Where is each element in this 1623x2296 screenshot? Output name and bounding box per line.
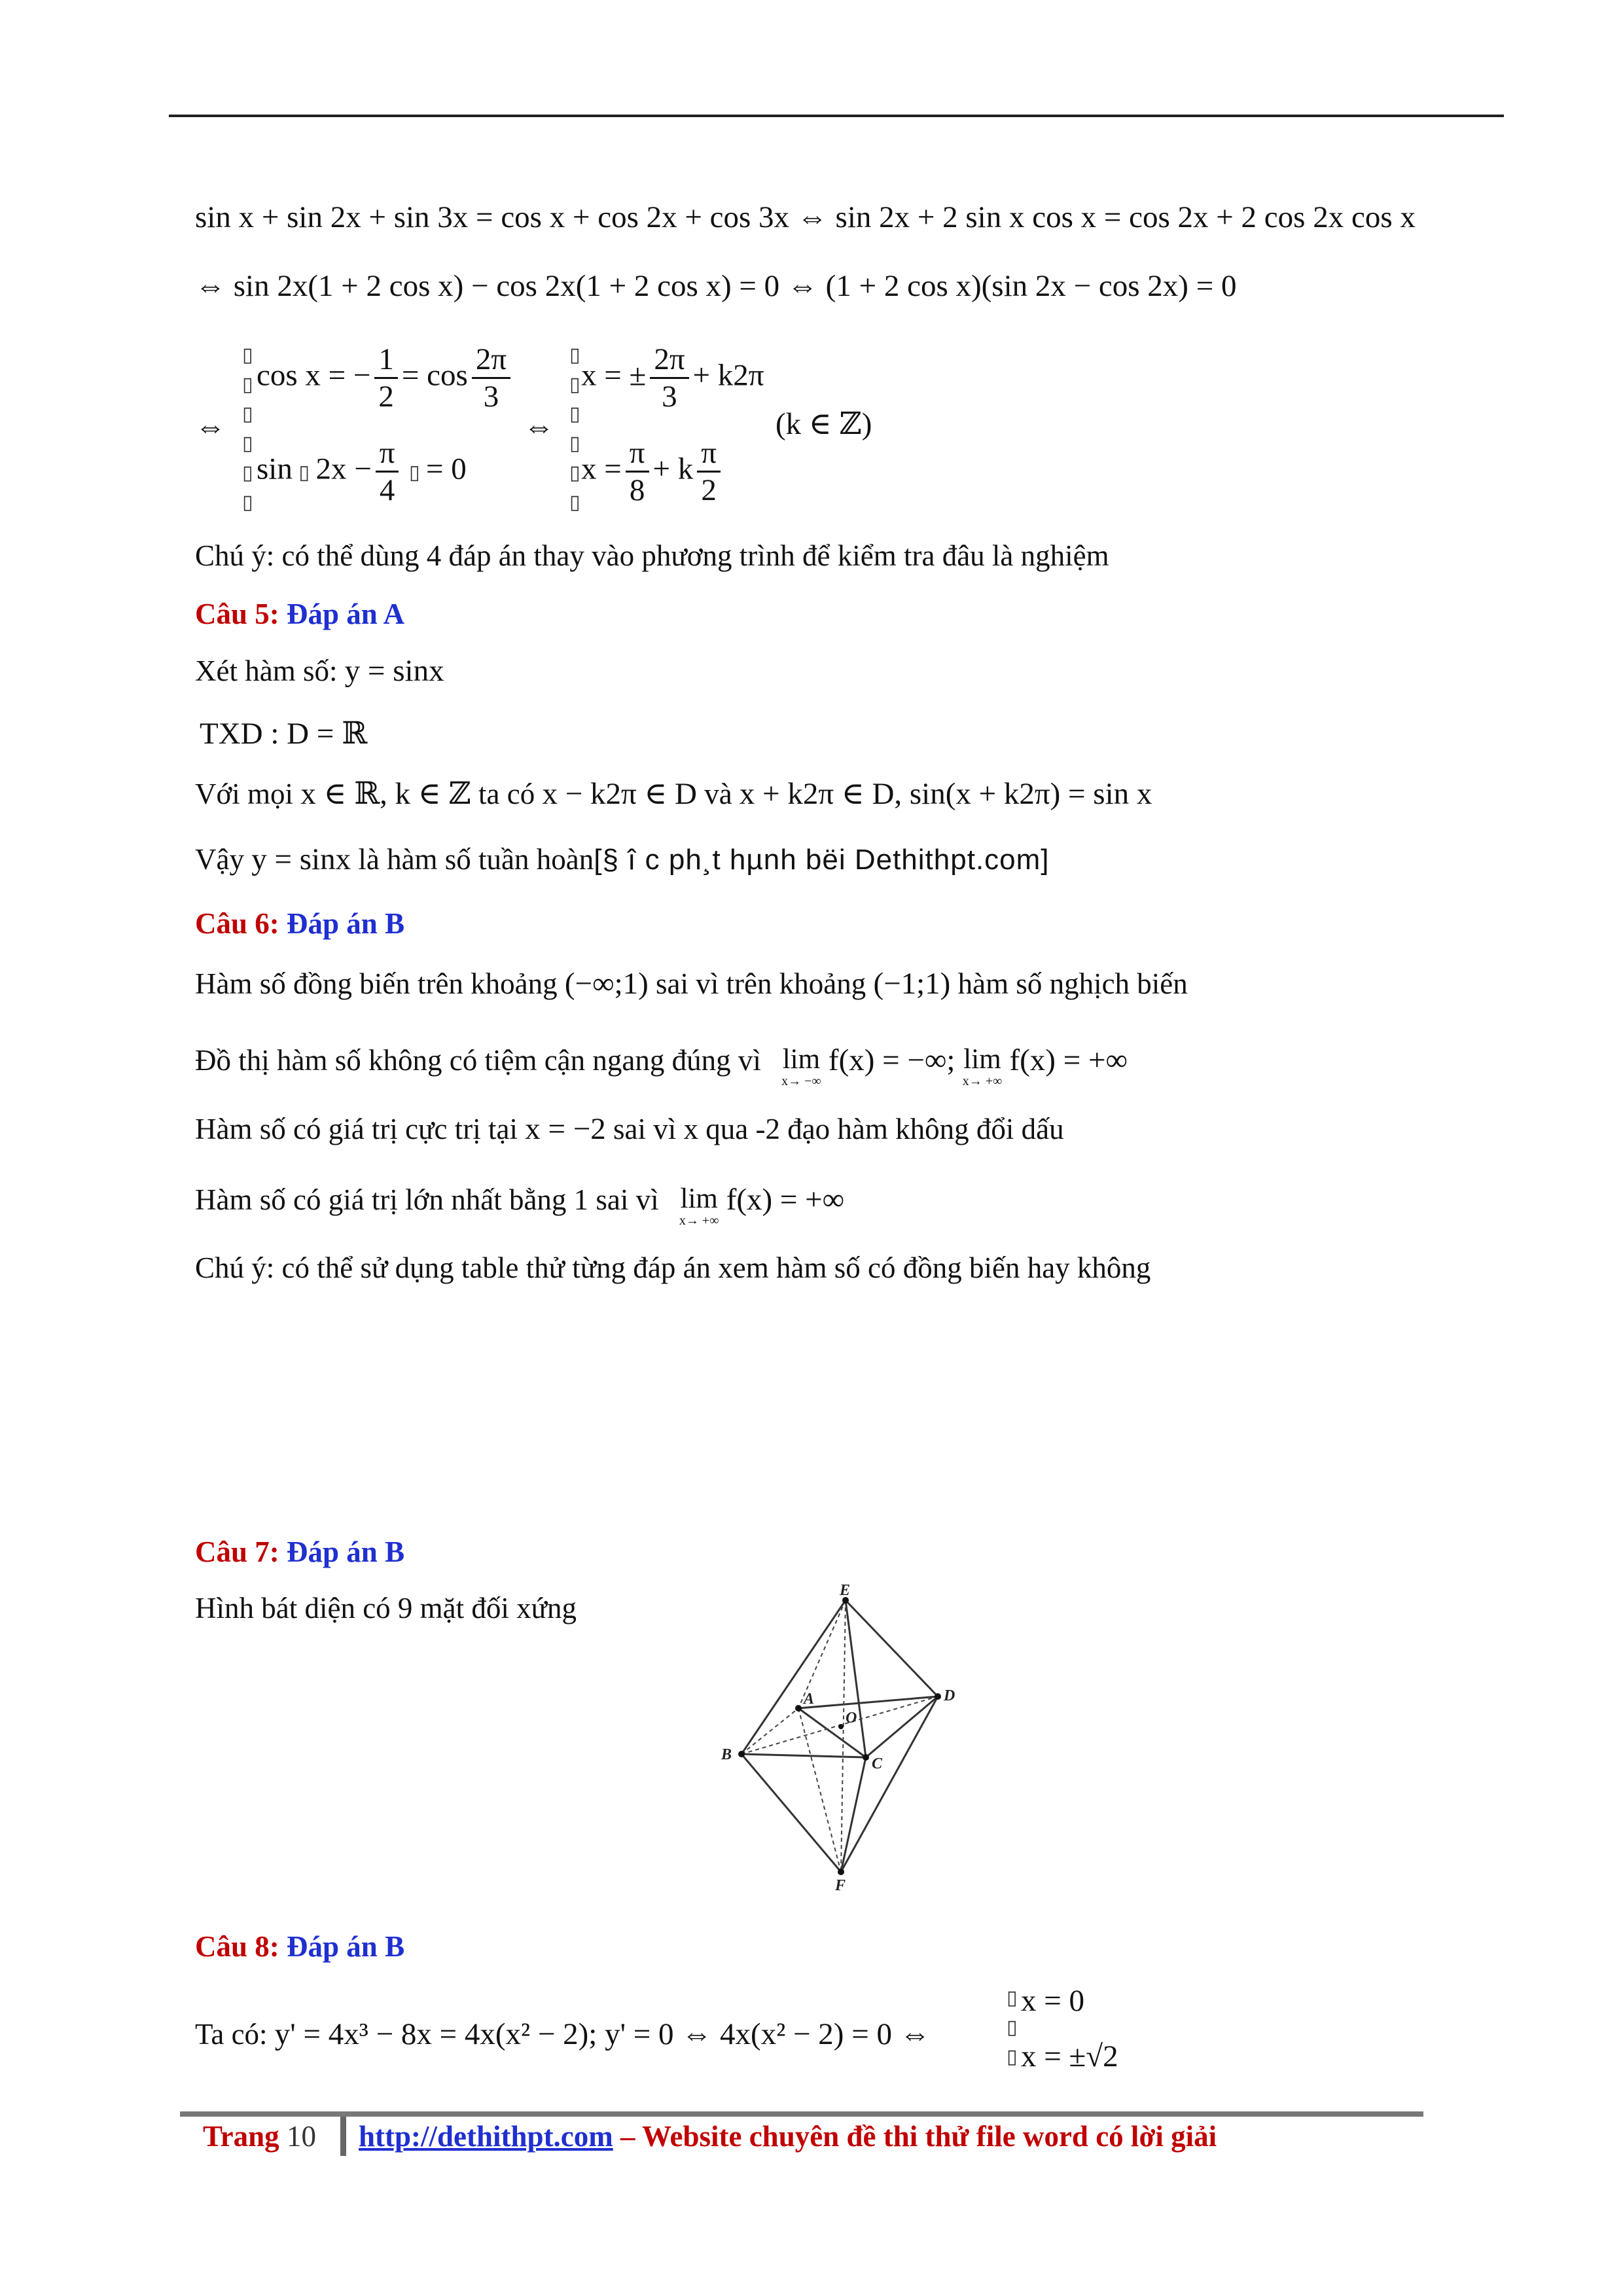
equiv-arrow: ⇔ <box>524 410 554 444</box>
question-6-heading: Câu 6: Đáp án B <box>195 907 405 940</box>
header-rule <box>169 115 1504 117</box>
edge-EC <box>846 1600 866 1757</box>
vertex-O <box>838 1724 844 1729</box>
vertex-D <box>935 1693 941 1700</box>
footer-link[interactable]: http://dethithpt.com <box>359 2120 613 2153</box>
q6-line-2: Đồ thị hàm số không có tiệm cận ngang đúng vì lim x→ −∞ f(x) = −∞; lim x→ +∞ f(x) = +∞ <box>195 1043 1128 1088</box>
footer-rule <box>180 2111 1423 2117</box>
footer-text: http://dethithpt.com – Website chuyên đề thi thử file word có lời giải <box>359 2120 1217 2153</box>
system-left-line-1: cos x = − $\frac{1}{2}$ = cos $\frac{2\pi}{3}$ <box>257 342 514 414</box>
system-right-line-1: x = ± $\frac{2\pi}{3}$ + k2π <box>581 342 764 414</box>
brace-left: ▯ ▯ ▯ ▯ ▯ ▯ <box>242 344 253 514</box>
q7-text: Hình bát diện có 9 mặt đối xứng <box>195 1592 577 1624</box>
question-8-heading: Câu 8: Đáp án B <box>195 1930 405 1963</box>
q5-line-3: Với mọi x ∈ ℝ, k ∈ ℤ ta có x − k2π ∈ D và x + k2π ∈ D, sin(x + k2π) = sin x <box>195 777 1152 811</box>
q5-line-1: Xét hàm số: y = sinx <box>195 654 444 688</box>
q5-line-4: Vậy y = sinx là hàm số tuần hoàn[§ î c ph¸t hµnh bëi Dethithpt.com] <box>195 842 1050 876</box>
question-5-heading: Câu 5: Đáp án A <box>195 598 405 630</box>
q6-line-1: Hàm số đồng biến trên khoảng (−∞;1) sai vì trên khoảng (−1;1) hàm số nghịch biến <box>195 967 1188 1001</box>
question-7-heading: Câu 7: Đáp án B <box>195 1535 405 1568</box>
equation-line-1: sin x + sin 2x + sin 3x = cos x + cos 2x + cos 3x ⇔ sin 2x + 2 sin x cos x = cos 2x + 2 cos 2x cos x <box>195 200 1416 234</box>
label-D: D <box>944 1687 955 1704</box>
footer-page: Trang 10 <box>203 2120 316 2153</box>
note-1: Chú ý: có thể dùng 4 đáp án thay vào phương trình để kiểm tra đâu là nghiệm <box>195 539 1109 572</box>
k-condition: (k ∈ ℤ) <box>776 407 872 441</box>
q6-line-3: Hàm số có giá trị cực trị tại x = −2 sai vì x qua -2 đạo hàm không đổi dấu <box>195 1112 1064 1146</box>
brace-right: ▯ ▯ ▯ ▯ ▯ ▯ <box>569 344 580 514</box>
label-A: A <box>804 1691 815 1708</box>
system-right-line-2: x = $\frac{\pi}{8}$ + k $\frac{\pi}{2}$ <box>581 435 724 508</box>
equiv-arrow: ⇔ <box>195 410 226 444</box>
q8-line: Ta có: y' = 4x³ − 8x = 4x(x² − 2); y' = 0 ⇔ 4x(x² − 2) = 0 ⇔ <box>195 2017 931 2051</box>
edge-CF <box>841 1757 866 1872</box>
label-O: O <box>846 1710 857 1727</box>
diag-EF-hidden <box>841 1600 846 1872</box>
vertex-F <box>838 1869 844 1875</box>
equation-line-2: ⇔ sin 2x(1 + 2 cos x) − cos 2x(1 + 2 cos x) = 0 ⇔ (1 + 2 cos x)(sin 2x − cos 2x) = 0 <box>195 269 1237 303</box>
vertex-A <box>795 1705 802 1712</box>
brace-q8: ▯ ▯ ▯ <box>1007 1986 1018 2068</box>
footer-separator <box>340 2117 346 2156</box>
system-left-line-2: sin ▯ 2x − $\frac{\pi}{4}$ ▯ = 0 <box>257 436 467 508</box>
label-C: C <box>872 1755 883 1772</box>
q8-root-1: x = 0 <box>1021 1984 1085 2018</box>
edge-BC <box>741 1754 866 1757</box>
vertex-B <box>738 1751 745 1757</box>
octahedron-figure <box>707 1584 982 1892</box>
label-F: F <box>835 1877 846 1892</box>
edge-BA-hidden <box>741 1708 798 1754</box>
q6-note: Chú ý: có thể sử dụng table thử từng đáp án xem hàm số có đồng biến hay không <box>195 1251 1151 1284</box>
vertex-C <box>863 1754 869 1761</box>
edge-ED <box>846 1600 938 1696</box>
label-B: B <box>721 1746 732 1763</box>
edge-CD <box>866 1696 938 1757</box>
watermark: [§ î c ph¸t hµnh bëi Dethithpt.com] <box>594 844 1050 876</box>
q6-line-4: Hàm số có giá trị lớn nhất bằng 1 sai vì lim x→ +∞ f(x) = +∞ <box>195 1183 845 1228</box>
q8-root-2: x = ±√2 <box>1021 2039 1118 2073</box>
q5-line-2: TXD : D = ℝ <box>200 717 368 751</box>
label-E: E <box>840 1584 851 1599</box>
